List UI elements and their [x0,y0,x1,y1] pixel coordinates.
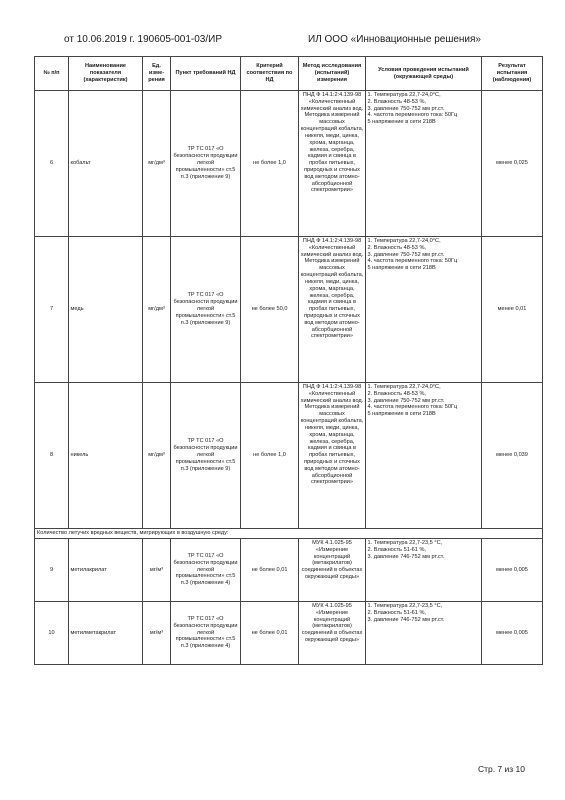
section-header-row [35,529,543,539]
condition-line: 1. Температура 22,7-23,5 °С, [367,603,443,609]
row-criterion: не более 1,0 [241,91,299,237]
row-conditions [366,539,482,602]
condition-line: 2. Влажность 51-61 %, [367,546,426,553]
page-number: Стр. 7 из 10 [477,764,525,774]
col-header-unit: Ед. изме-рения [143,57,171,91]
condition-line: 2. Влажность 51-61 %, [367,609,426,616]
row-num: 8 [35,383,69,529]
condition-line: 3. давление 750-752 мм рт.ст. [367,397,445,404]
row-num: 10 [35,602,69,665]
row-num: 6 [35,91,69,237]
table-row [35,383,543,529]
row-clause: ТР ТС 017 «О безопасности продукции легкой промышленности» ст.5 п.3 (приложение 4) [171,602,241,665]
col-header-conditions: Условия проведения испытаний (окружающей среды) [366,57,482,91]
row-result: менее 0,005 [482,602,543,665]
condition-line: 5 напряжение в сети 218В [367,119,436,126]
row-method: ПНД Ф 14.1:2:4.139-98 «Количественный химический анализ вод. Методика измерений массовых концентраций кобальта, никеля, меди, цинка, хрома, марганца, железа, серебра, кадмия и свинца в пробах питьевых, природных и сточных вод методом атомно-абсорбционной спектрометрии» [299,237,366,383]
table-row [35,539,543,602]
condition-line: 5 напряжение в сети 218В [367,411,436,418]
col-header-clause: Пункт требований НД [171,57,241,91]
condition-line: 2. Влажность 48-53 %, [367,244,426,251]
table-row [35,237,543,383]
row-result: менее 0,005 [482,539,543,602]
condition-line: 1. Температура 22,7-24,0°С, [367,92,441,98]
row-name: метилметакрилат [69,602,143,665]
row-unit: мг/м³ [143,539,171,602]
row-unit: мг/дм³ [143,91,171,237]
row-criterion: не более 1,0 [241,383,299,529]
condition-line: 1. Температура 22,7-24,0°С, [367,384,441,390]
row-clause: ТР ТС 017 «О безопасности продукции легкой промышленности» ст.5 п.3 (приложение 9) [171,383,241,529]
row-num: 9 [35,539,69,602]
row-method: ПНД Ф 14.1:2:4.139-98 «Количественный химический анализ вод. Методика измерений массовых концентраций кобальта, никеля, меди, цинка, хрома, марганца, железа, серебра, кадмия и свинца в пробах питьевых, природных и сточных вод методом атомно-абсорбционной спектрометрии» [299,91,366,237]
row-method: МУК 4.1.025-95 «Измерение концентраций (метакрилатов) соединений в объектах окружающей среды» [299,539,366,602]
row-result: менее 0,01 [482,237,543,383]
condition-line: 5 напряжение в сети 218В [367,265,436,272]
row-name: метилакрилат [69,539,143,602]
table-header-row [35,57,543,91]
section-label: Количество летучих вредных веществ, мигрирующих в воздушную среду: [35,529,543,539]
row-clause: ТР ТС 017 «О безопасности продукции легкой промышленности» ст.5 п.3 (приложение 9) [171,237,241,383]
col-header-result: Результат испытания (наблюдения) [482,57,543,91]
row-conditions [366,91,482,237]
row-result: менее 0,025 [482,91,543,237]
col-header-name: Наименование показателя (характеристик) [69,57,143,91]
condition-line: 2. Влажность 48-53 %, [367,98,426,105]
row-method: ПНД Ф 14.1:2:4.139-98 «Количественный химический анализ вод. Методика измерений массовых концентраций кобальта, никеля, меди, цинка, хрома, марганца, железа, серебра, кадмия и свинца в пробах питьевых, природных и сточных вод методом атомно-абсорбционной спектрометрии» [299,383,366,529]
table-row [35,602,543,665]
row-conditions [366,602,482,665]
results-table [34,56,543,665]
table-row [35,91,543,237]
col-header-method: Метод исследования (испытаний) измерения [299,57,366,91]
row-criterion: не более 0,01 [241,602,299,665]
condition-line: 3. давление 746-752 мм рт.ст. [367,616,445,623]
row-clause: ТР ТС 017 «О безопасности продукции легкой промышленности» ст.5 п.3 (приложение 4) [171,539,241,602]
condition-line: 4. частота переменного тока: 50Гц [367,258,458,265]
row-conditions [366,383,482,529]
row-unit: мг/дм³ [143,383,171,529]
condition-line: 3. давление 750-752 мм рт.ст. [367,251,445,258]
row-unit: мг/м³ [143,602,171,665]
row-criterion: не более 0,01 [241,539,299,602]
row-num: 7 [35,237,69,383]
lab-name: ИЛ ООО «Инновационные решения» [308,34,481,45]
condition-line: 4. частота переменного тока: 50Гц [367,404,458,411]
row-conditions [366,237,482,383]
row-criterion: не более 50,0 [241,237,299,383]
row-clause: ТР ТС 017 «О безопасности продукции легкой промышленности» ст.5 п.3 (приложение 9) [171,91,241,237]
row-result: менее 0,039 [482,383,543,529]
condition-line: 3. давление 750-752 мм рт.ст. [367,105,445,112]
condition-line: 4. частота переменного тока: 50Гц [367,112,458,119]
condition-line: 1. Температура 22,7-23,5 °С, [367,540,443,546]
row-unit: мг/дм³ [143,237,171,383]
row-name: никель [69,383,143,529]
protocol-number: от 10.06.2019 г. 190605-001-03/ИР [64,34,222,45]
condition-line: 3. давление 746-752 мм рт.ст. [367,553,445,560]
row-method: МУК 4.1.025-95 «Измерение концентраций (метакрилатов) соединений в объектах окружающей среды» [299,602,366,665]
row-name: медь [69,237,143,383]
row-name: кобальт [69,91,143,237]
col-header-criterion: Критерий соответствия по НД [241,57,299,91]
col-header-num: № п/п [35,57,69,91]
condition-line: 1. Температура 22,7-24,0°С, [367,238,441,244]
condition-line: 2. Влажность 48-53 %, [367,390,426,397]
